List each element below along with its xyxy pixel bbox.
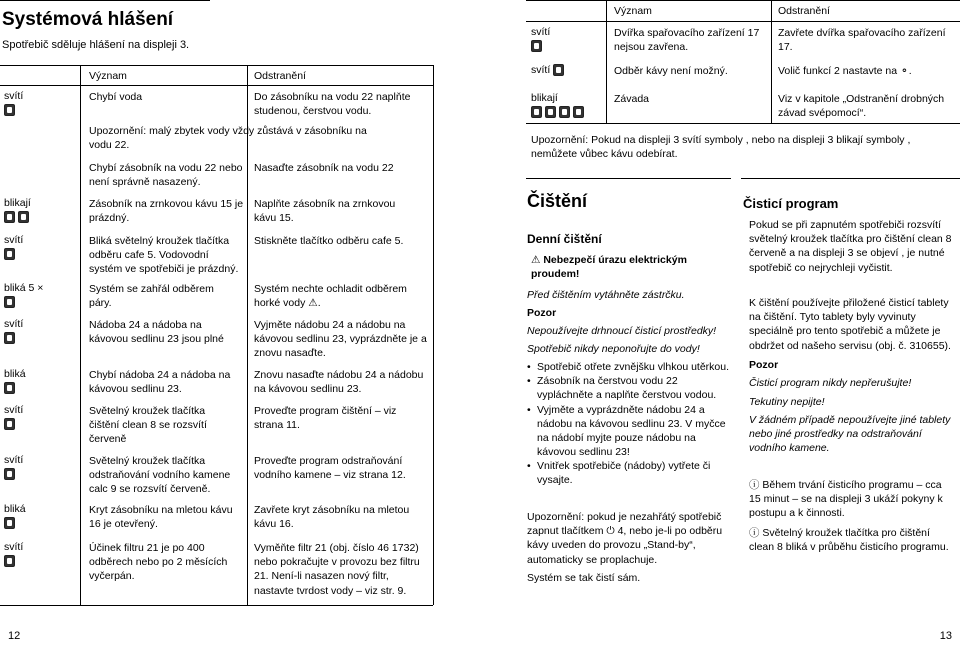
meaning-cell: Dvířka spařovacího zařízení 17 nejsou zavřena. (614, 27, 760, 54)
no-interrupt-text: Čisticí program nikdy nepřerušujte! (749, 377, 912, 389)
info-text: Světelný kroužek tlačítka pro čištění clean 8 bliká v průběhu čisticího programu. (749, 527, 949, 554)
state-label: blikají (531, 92, 558, 104)
meaning-cell: Chybí nádoba 24 a nádoba na kávovou sedlinu 23. (89, 369, 231, 396)
info-text: Během trvání čisticího programu – cca 15 minut – se na displeji 3 ukáží pokyny k postupu a k činnosti. (749, 479, 943, 520)
meaning-cell: Chybí zásobník na vodu 22 nebo není správně nasazený. (89, 162, 243, 189)
program-paragraph: K čištění používejte přiložené čisticí tablety na čištění. Tyto tablety byly vyvinuty speciálně pro tento spotřebič a můžete je obdržet od našeho servisu (obj. č. 310655). (749, 297, 951, 352)
fix-cell: Nasaďte zásobník na vodu 22 (254, 162, 394, 174)
fix-cell: Naplňte zásobník na zrnkovou kávu 15. (254, 198, 396, 225)
descale-icon (4, 468, 15, 480)
info-icon: ⓘ (749, 479, 760, 491)
program-title: Čisticí program (743, 196, 839, 211)
state-label: bliká (4, 503, 26, 515)
state-label: blikají (4, 197, 31, 209)
state-label: svítí (4, 234, 24, 246)
state-label: bliká 5 × (4, 282, 44, 294)
fix-cell: Viz v kapitole „Odstranění drobných závad svépomocí“. (778, 93, 945, 120)
meaning-cell: Účinek filtru 21 je po 400 odběrech nebo po 2 měsících vyčerpán. (89, 542, 228, 583)
list-item: • Zásobník na čerstvou vodu 22 vypláchněte a naplňte čerstvou vodou. (527, 374, 732, 402)
fix-cell: Znovu nasaďte nádobu 24 a nádobu na kávovou sedlinu 23. (254, 369, 424, 396)
water-tank-icon (4, 104, 15, 116)
water-system-icon (4, 248, 15, 260)
state-label: bliká (4, 368, 26, 380)
header-meaning: Význam (89, 70, 127, 82)
self-clean-text: Systém se tak čistí sám. (527, 572, 641, 584)
state-label: svítí (531, 64, 551, 76)
filter-icon (4, 555, 15, 567)
fault-icon (531, 106, 542, 118)
no-descaler-text: V žádném případě nepoužívejte jiné tablety nebo jiné prostředky na odstraňování vodního kamene. (749, 414, 951, 455)
meaning-cell: Světelný kroužek tlačítka čištění clean 8 se rozsvítí červeně (89, 405, 207, 446)
no-drink-text: Tekutiny nepijte! (749, 396, 825, 408)
notice2-text: Upozornění: pokud je nezahřátý spotřebič zapnut tlačítkem ⏻ 4, nebo je-li po odběru kávy uveden do provozu „Stand-by“, automaticky se proplachuje. (527, 511, 723, 566)
pozor-label: Pozor (527, 307, 557, 319)
lid-icon (4, 517, 15, 529)
list-item: • Spotřebič otřete zvnějšku vlhkou utěrkou. (527, 360, 732, 374)
drip-tray-icon (4, 332, 15, 344)
notice-cell: Upozornění: malý zbytek vody vždy zůstává v zásobníku na vodu 22. (89, 125, 367, 152)
state-label: svítí (4, 541, 24, 553)
header-meaning-right: Význam (614, 5, 652, 17)
info-icon: ⓘ (749, 527, 760, 539)
fix-cell: Proveďte program čištění – viz strana 11. (254, 405, 397, 432)
fix-cell: Systém nechte ochladit odběrem horké vody ⚠. (254, 283, 407, 310)
fix-cell: Zavřete dvířka spařovacího zařízení 17. (778, 27, 946, 54)
intro-text: Spotřebič sděluje hlášení na displeji 3. (2, 39, 190, 51)
fault-icon (559, 106, 570, 118)
fix-cell: Zavřete kryt zásobníku na mletou kávu 16. (254, 504, 410, 531)
tray-missing-icon (4, 382, 15, 394)
no-water-text: Spotřebič nikdy neponořujte do vody! (527, 343, 700, 355)
fix-cell: Vyjměte nádobu 24 a nádobu na kávovou sedlinu 23, vyprázdněte je a znovu nasaďte. (254, 319, 427, 360)
cleaning-steps (527, 360, 732, 488)
coffee-unavailable-icon (553, 64, 564, 76)
door-icon (531, 40, 542, 52)
bean-container-icon (4, 211, 15, 223)
section-title: Čištění (527, 191, 588, 211)
state-label: svítí (531, 26, 551, 38)
page-number-right: 13 (939, 630, 952, 643)
state-label: svítí (4, 318, 24, 330)
subsection-title: Denní čištění (527, 232, 602, 246)
meaning-cell: Světelný kroužek tlačítka odstraňování vodního kamene calc 9 se rozsvítí červeně. (89, 455, 231, 496)
meaning-cell: Odběr kávy není možný. (614, 65, 728, 77)
clean-icon (4, 418, 15, 430)
header-fix-right: Odstranění (778, 5, 830, 17)
fix-cell: Stiskněte tlačítko odběru cafe 5. (254, 235, 404, 247)
fault-icon (573, 106, 584, 118)
state-label: svítí (4, 90, 24, 102)
list-item: • Vyjměte a vyprázdněte nádobu 24 a nádobu na kávovou sedlinu 23. V myčce na nádobí myjte pouze nádobu na kávovou sedlinu 23! (527, 403, 732, 460)
notice-text: Upozornění: Pokud na displeji 3 svítí symboly , nebo na displeji 3 blikají symboly , nemůžete vůbec kávu odebírat. (531, 134, 911, 161)
meaning-cell: Systém se zahřál odběrem páry. (89, 283, 214, 310)
meaning-cell: Kryt zásobníku na mletou kávu 16 je otevřený. (89, 504, 233, 531)
fix-cell: Vyměňte filtr 21 (obj. číslo 46 1732) nebo pokračujte v provozu bez filtru 21. Není-li nasazen nový filtr, nastavte tvrdost vody – viz str. 9. (254, 542, 420, 597)
bean-container-icon (18, 211, 29, 223)
no-abrasive-text: Nepoužívejte drhnoucí čisticí prostředky! (527, 325, 717, 337)
fix-cell: Proveďte program odstraňování vodního kamene – viz strana 12. (254, 455, 406, 482)
state-label: svítí (4, 404, 24, 416)
meaning-cell: Nádoba 24 a nádoba na kávovou sedlinu 23 jsou plné (89, 319, 224, 346)
pozor-label: Pozor (749, 359, 779, 371)
page-number-left: 12 (8, 630, 21, 643)
fault-icon (545, 106, 556, 118)
page-title: Systémová hlášení (2, 9, 174, 30)
meaning-cell: Zásobník na zrnkovou kávu 15 je prázdný. (89, 198, 244, 225)
fix-cell: Volič funkcí 2 nastavte na ⚬. (778, 65, 912, 77)
overheat-icon (4, 296, 15, 308)
header-fix: Odstranění (254, 70, 306, 82)
meaning-cell: Bliká světelný kroužek tlačítka odběru cafe 5. Vodovodní systém ve spotřebiči je prázdný. (89, 235, 239, 276)
list-item: • Vnitřek spotřebiče (nádoby) vytřete či vysajte. (527, 459, 732, 487)
unplug-text: Před čištěním vytáhněte zástrčku. (527, 289, 685, 301)
warning-icon: ⚠ (531, 254, 541, 266)
state-label: svítí (4, 454, 24, 466)
fix-cell: Do zásobníku na vodu 22 naplňte studenou, čerstvou vodu. (254, 91, 411, 118)
warning-text: Nebezpečí úrazu elektrickým proudem! (531, 254, 687, 281)
program-paragraph: Pokud se při zapnutém spotřebiči rozsvítí světelný kroužek tlačítka pro čištění clean 8 červeně a na displeji 3 se objeví , je nutné spotřebič co nejrychleji vyčistit. (749, 219, 952, 274)
meaning-cell: Chybí voda (89, 91, 143, 103)
meaning-cell: Závada (614, 93, 650, 105)
